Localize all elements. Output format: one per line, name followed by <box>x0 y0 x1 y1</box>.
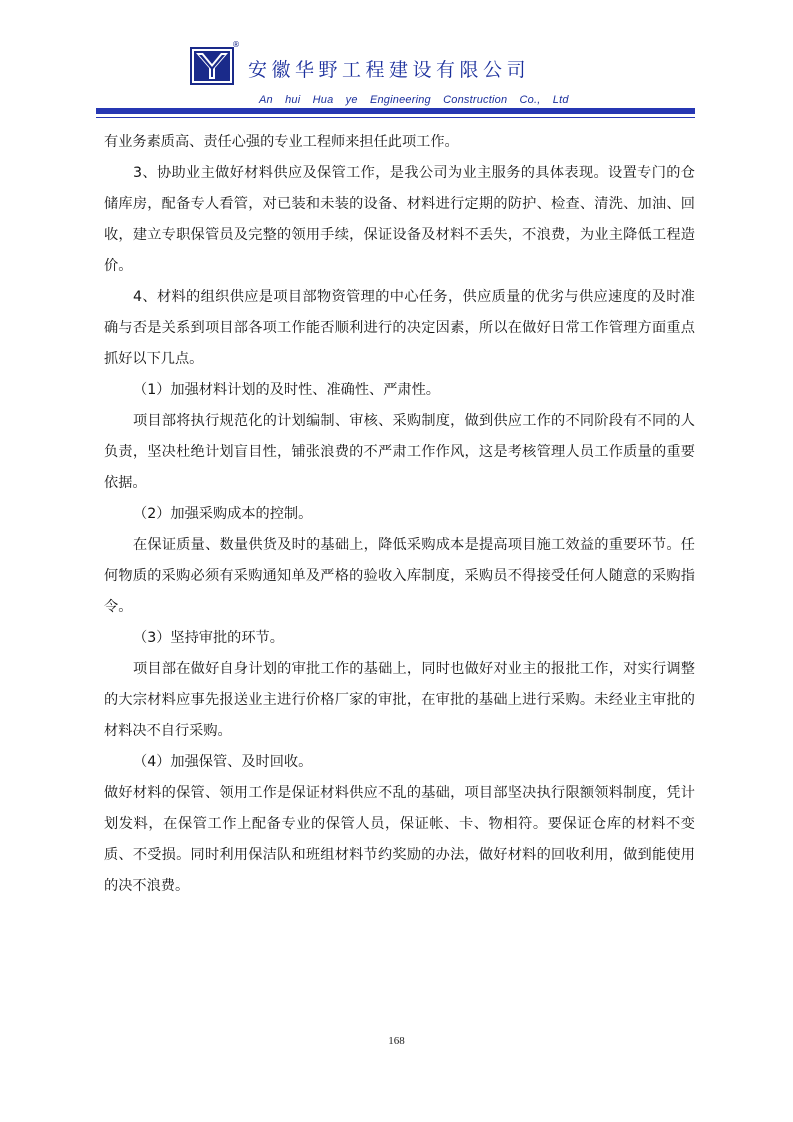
header-thick-rule <box>96 108 695 114</box>
page-header <box>0 0 793 125</box>
header-thin-rule <box>96 117 695 118</box>
document-body <box>104 127 695 902</box>
paragraph: 项目部将执行规范化的计划编制、审核、采购制度，做到供应工作的不同阶段有不同的人负责，坚决杜绝计划盲目性，铺张浪费的不严肃工作作风，这是考核管理人员工作质量的重要依据。 <box>104 413 695 491</box>
subheading: （2）加强采购成本的控制。 <box>133 506 313 522</box>
subheading: （1）加强材料计划的及时性、准确性、严肃性。 <box>133 382 440 398</box>
paragraph: 做好材料的保管、领用工作是保证材料供应不乱的基础，项目部坚决执行限额领料制度，凭计划发料，在保管工作上配备专业的保管人员，保证帐、卡、物相符。要保证仓库的材料不变质、不受损。同时利用保洁队和班组材料节约奖励的办法，做好材料的回收利用，做到能使用的决不浪费。 <box>104 785 695 894</box>
paragraph: 4、材料的组织供应是项目部物资管理的中心任务，供应质量的优劣与供应速度的及时准确与否是关系到项目部各项工作能否顺利进行的决定因素，所以在做好日常工作管理方面重点抓好以下几点。 <box>104 289 695 367</box>
subheading: （3）坚持审批的环节。 <box>133 630 284 646</box>
company-name-cn: 安徽华野工程建设有限公司 <box>248 59 531 81</box>
page-number: 168 <box>388 1035 405 1047</box>
company-y-logo-icon <box>190 47 234 85</box>
registered-mark: ® <box>232 40 240 49</box>
paragraph: 项目部在做好自身计划的审批工作的基础上，同时也做好对业主的报批工作，对实行调整的大宗材料应事先报送业主进行价格厂家的审批，在审批的基础上进行采购。未经业主审批的材料决不自行采购。 <box>104 661 695 739</box>
paragraph: 3、协助业主做好材料供应及保管工作，是我公司为业主服务的具体表现。设置专门的仓储库房，配备专人看管，对已装和未装的设备、材料进行定期的防护、检查、清洗、加油、回收，建立专职保管员及完整的领用手续，保证设备及材料不丢失，不浪费，为业主降低工程造价。 <box>104 165 695 274</box>
subheading: （4）加强保管、及时回收。 <box>133 754 313 770</box>
paragraph: 有业务素质高、责任心强的专业工程师来担任此项工作。 <box>104 134 459 150</box>
paragraph: 在保证质量、数量供货及时的基础上，降低采购成本是提高项目施工效益的重要环节。任何物质的采购必须有采购通知单及严格的验收入库制度，采购员不得接受任何人随意的采购指令。 <box>104 537 695 615</box>
company-name-en: An hui Hua ye Engineering Construction Co., Ltd <box>259 94 569 106</box>
